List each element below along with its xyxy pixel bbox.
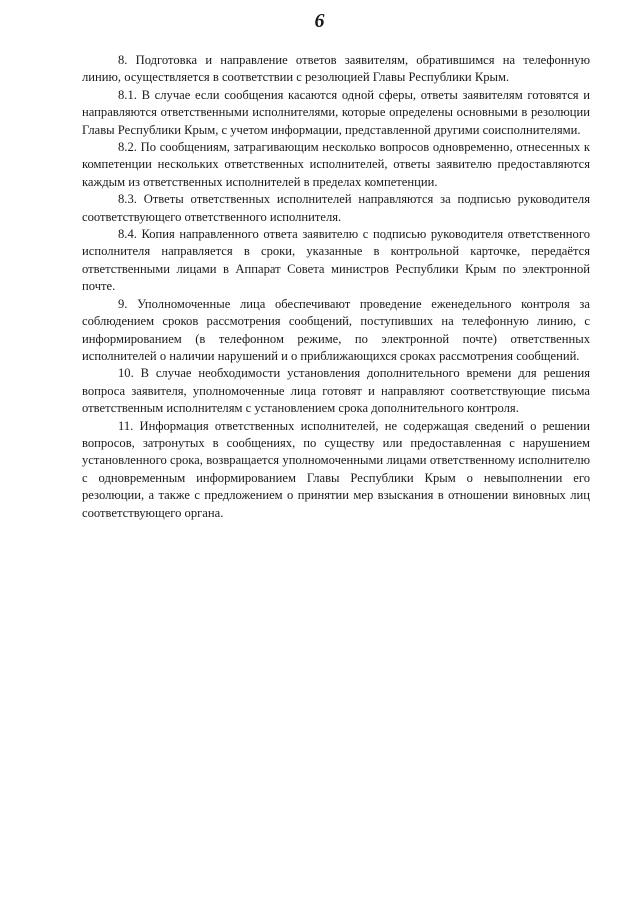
paragraph-8-3: 8.3. Ответы ответственных исполнителей направляются за подписью руководителя соответствующего ответственного исполнителя. (82, 192, 590, 224)
paragraph-8-2: 8.2. По сообщениям, затрагивающим несколько вопросов одновременно, отнесенных к компетенции нескольких ответственных исполнителей, ответы заявителю предоставляются каждым из ответственных исполнителей в пределах компетенции. (82, 140, 590, 189)
paragraph-8: 8. Подготовка и направление ответов заявителям, обратившимся на телефонную линию, осуществляется в соответствии с резолюцией Главы Республики Крым. (82, 53, 590, 85)
document-body (82, 52, 590, 522)
paragraph-9: 9. Уполномоченные лица обеспечивают проведение еженедельного контроля за соблюдением сроков рассмотрения сообщений, поступивших на телефонную линию, с информированием (в телефонном режиме, по электронной почте) ответственных исполнителей о наличии нарушений и о приближающихся сроках рассмотрения сообщений. (82, 296, 590, 363)
paragraph-8-1: 8.1. В случае если сообщения касаются одной сферы, ответы заявителям готовятся и направляются ответственными исполнителями, которые определены основными в резолюции Главы Республики Крым, с учетом информации, представленной другими соисполнителями. (82, 87, 590, 137)
paragraph-11: 11. Информация ответственных исполнителей, не содержащая сведений о решении вопросов, затронутых в сообщениях, по существу или предоставленная с нарушением установленного срока, возвращается уполномоченными лицами ответственному исполнителю с одновременным информированием Главы Республики Крым о невыполнении его резолюции, а также с предложением о принятии мер взыскания в отношении виновных лиц соответствующего органа. (82, 418, 590, 520)
paragraph-10: 10. В случае необходимости установления дополнительного времени для решения вопроса заявителя, уполномоченные лица готовят и направляют соответствующие письма ответственным исполнителям с установлением срока дополнительного контроля. (82, 366, 590, 416)
page-number: 6 (314, 10, 326, 32)
paragraph-8-4: 8.4. Копия направленного ответа заявителю с подписью руководителя ответственного исполнителя направляется в сроки, указанные в контрольной карточке, передаётся ответственными лицами в Аппарат Совета министров Республики Крым по электронной почте. (82, 227, 590, 294)
